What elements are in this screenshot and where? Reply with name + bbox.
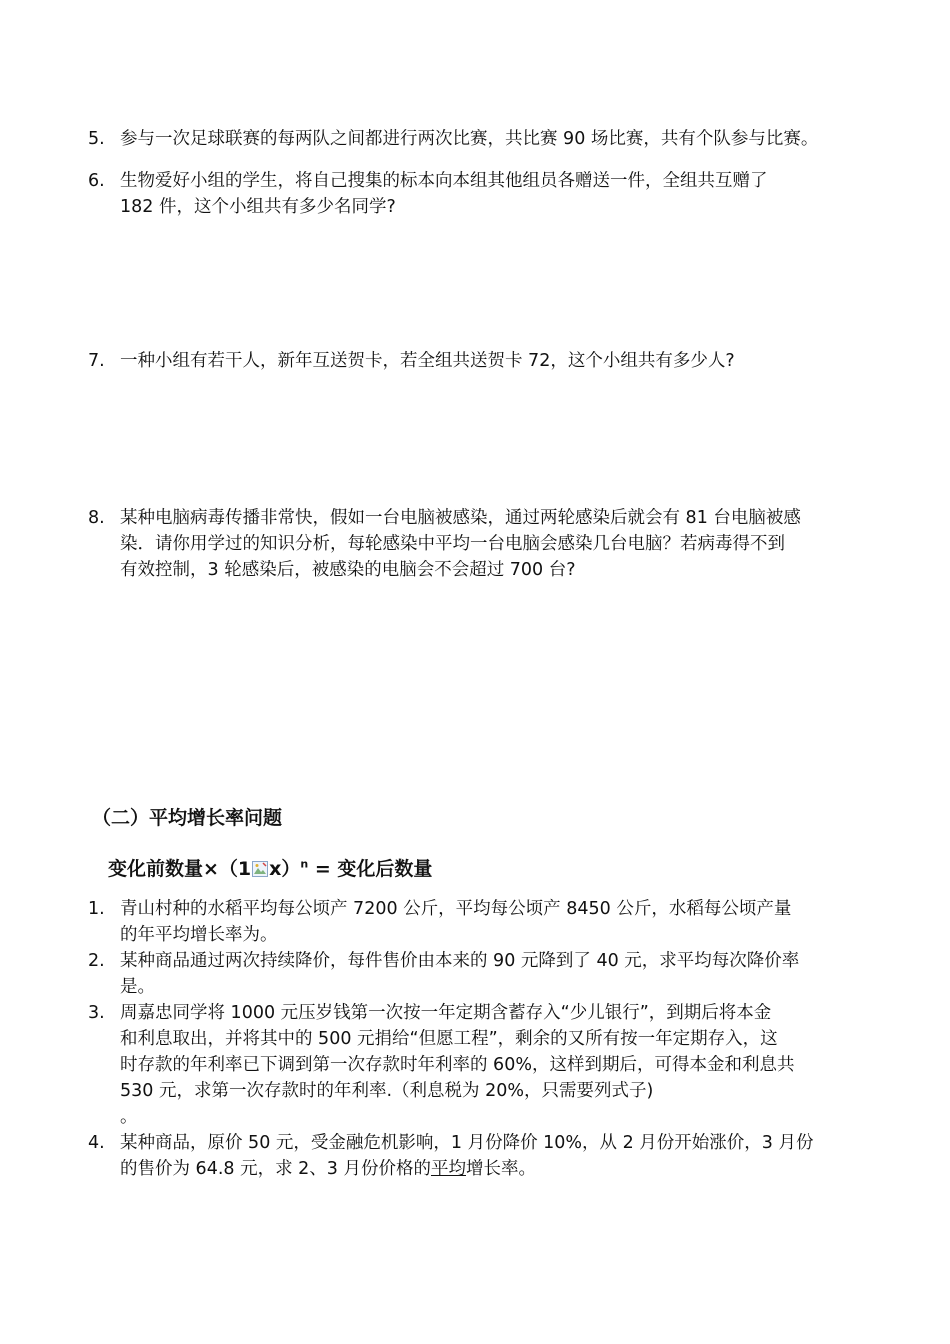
question-text-line: 染．请你用学过的知识分析，每轮感染中平均一台电脑会感染几台电脑？若病毒得不到 <box>120 534 785 554</box>
question-5 <box>88 126 878 152</box>
question-text: 一种小组有若干人，新年互送贺卡，若全组共送贺卡 72，这个小组共有多少人? <box>120 351 735 371</box>
question-8 <box>88 505 878 583</box>
broken-image-icon <box>252 861 268 877</box>
section-title: （二）平均增长率问题 <box>92 807 283 829</box>
question-number: 3. <box>88 1003 105 1023</box>
question-number: 8. <box>88 508 105 528</box>
question-text-line: 时存款的年利率已下调到第一次存款时年利率的 60%，这样到期后，可得本金和利息共 <box>120 1055 795 1075</box>
question-number: 4. <box>88 1133 105 1153</box>
underlined-term: 平均 <box>430 1159 466 1179</box>
question-text-line: 周嘉忠同学将 1000 元压岁钱第一次按一年定期含蓄存入“少儿银行”，到期后将本金 <box>120 1003 772 1023</box>
question-text-line: 青山村种的水稻平均每公顷产 7200 公斤，平均每公顷产 8450 公斤，水稻每公顷产量 <box>120 899 792 919</box>
question-text-line: 某种电脑病毒传播非常快，假如一台电脑被感染，通过两轮感染后就会有 81 台电脑被感 <box>120 508 801 528</box>
question-text-line: 生物爱好小组的学生，将自己搜集的标本向本组其他组员各赠送一件，全组共互赠了 <box>120 171 768 191</box>
question-7 <box>88 348 878 374</box>
question-text-part: 的售价为 64.8 元，求 2、3 月份价格的 <box>120 1159 431 1179</box>
question-text-line: 某种商品通过两次持续降价，每件售价由本来的 90 元降到了 40 元，求平均每次降价率 <box>120 951 800 971</box>
formula-left: 变化前数量×（1 <box>108 858 252 880</box>
question-text-line: 530 元，求第一次存款时的年利率.（利息税为 20%，只需要列式子) <box>120 1081 654 1101</box>
question-text-line: 的年平均增长率为。 <box>120 925 278 945</box>
growth-question-1 <box>88 896 878 948</box>
question-text-part: 增长率。 <box>465 1159 536 1179</box>
formula-exponent: n <box>300 857 309 871</box>
question-6 <box>88 168 878 220</box>
question-text: 参与一次足球联赛的每两队之间都进行两次比赛，共比赛 90 场比赛，共有个队参与比赛。 <box>120 129 819 149</box>
question-number: 5. <box>88 129 105 149</box>
growth-question-4 <box>88 1130 878 1182</box>
question-text-line: 是。 <box>120 977 155 997</box>
question-text-line <box>120 1156 878 1182</box>
growth-formula <box>108 854 432 881</box>
question-text-line: 有效控制，3 轮感染后，被感染的电脑会不会超过 700 台? <box>120 560 576 580</box>
growth-question-3 <box>88 1000 878 1130</box>
question-text-line: 182 件，这个小组共有多少名同学? <box>120 197 396 217</box>
question-number: 1. <box>88 899 105 919</box>
question-text-line: 某种商品，原价 50 元，受金融危机影响，1 月份降价 10%，从 2 月份开始涨价，3 月份 <box>120 1133 814 1153</box>
question-number: 2. <box>88 951 105 971</box>
growth-question-2 <box>88 948 878 1000</box>
question-number: 6. <box>88 171 105 191</box>
formula-mid: x） <box>269 858 301 880</box>
question-text-line: 和利息取出，并将其中的 500 元捐给“但愿工程”，剩余的又所有按一年定期存入，这 <box>120 1029 778 1049</box>
formula-right: = 变化后数量 <box>308 858 433 880</box>
question-text-line: 。 <box>120 1107 138 1127</box>
question-number: 7. <box>88 351 105 371</box>
